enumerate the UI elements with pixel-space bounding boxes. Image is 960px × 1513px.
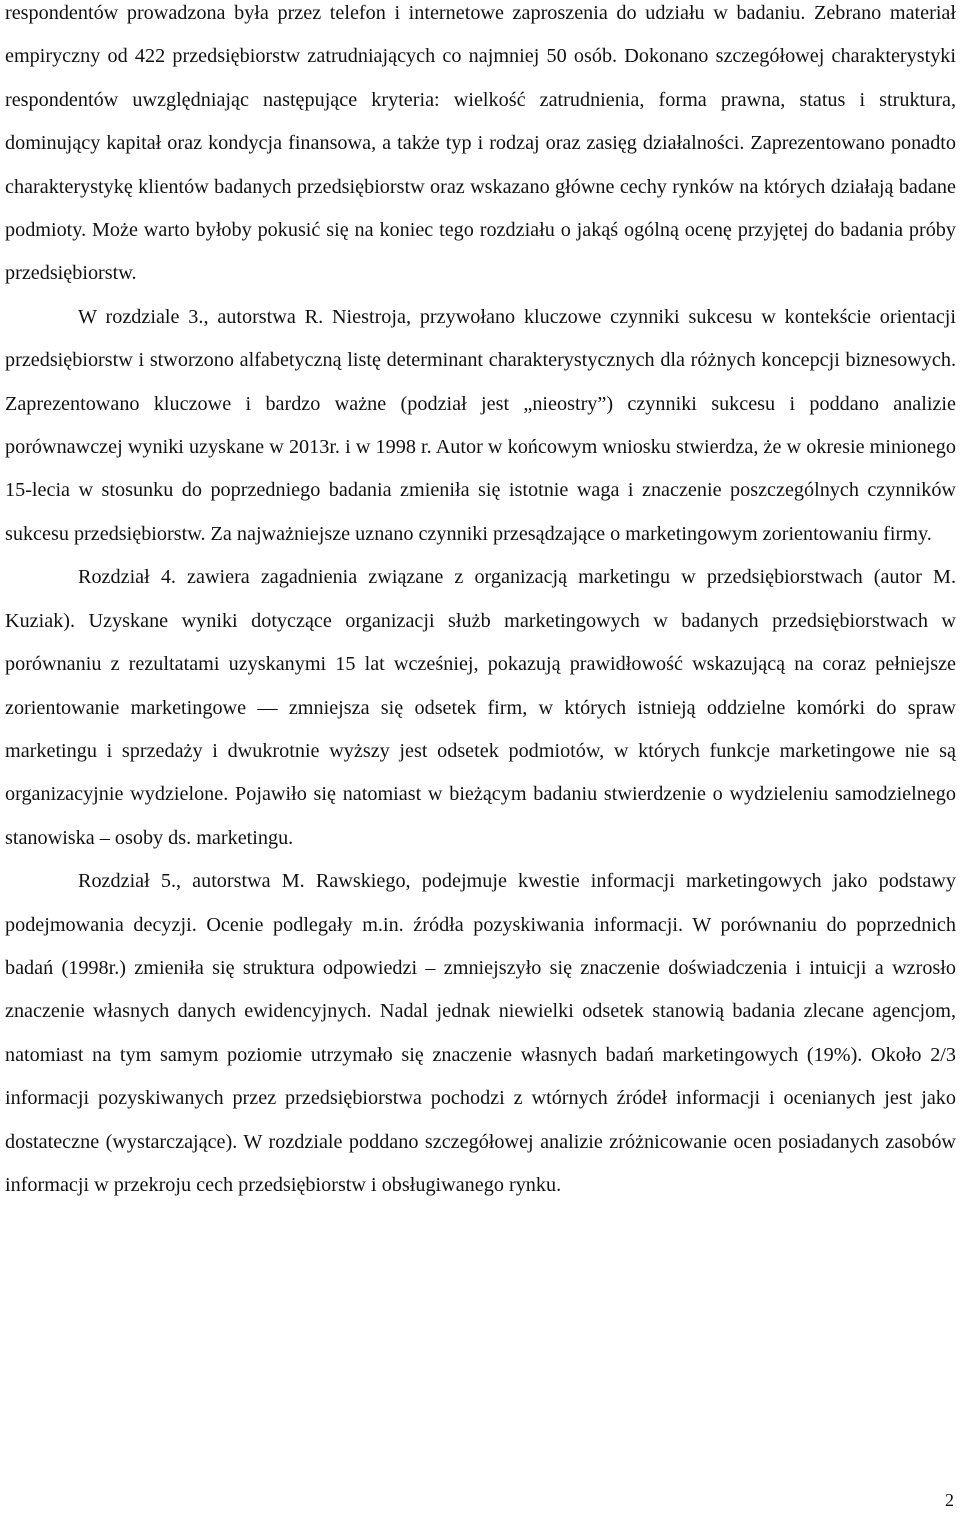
body-text	[5, 0, 956, 1207]
paragraph-chapter-5: Rozdział 5., autorstwa M. Rawskiego, podejmuje kwestie informacji marketingowych jako podstawy podejmowania decyzji. Ocenie podlegały m.in. źródła pozyskiwania informacji. W porównaniu do poprzednich badań (1998r.) zmieniła się struktura odpowiedzi – zmniejszyło się znaczenie doświadczenia i intuicji a wzrosło znaczenie własnych danych ewidencyjnych. Nadal jednak niewielki odsetek stanowią badania zlecane agencjom, natomiast na tym samym poziomie utrzymało się znaczenie własnych badań marketingowych (19%). Około 2/3 informacji pozyskiwanych przez przedsiębiorstwa pochodzi z wtórnych źródeł informacji i ocenianych jest jako dostateczne (wystarczające). W rozdziale poddano szczegółowej analizie zróżnicowanie ocen posiadanych zasobów informacji w przekroju cech przedsiębiorstw i obsługiwanego rynku.	[5, 870, 956, 1196]
paragraph-chapter-4: Rozdział 4. zawiera zagadnienia związane z organizacją marketingu w przedsiębiorstwach (autor M. Kuziak). Uzyskane wyniki dotyczące organizacji służb marketingowych w badanych przedsiębiorstwach w porównaniu z rezultatami uzyskanymi 15 lat wcześniej, pokazują prawidłowość wskazującą na coraz pełniejsze zorientowanie marketingowe — zmniejsza się odsetek firm, w których istnieją oddzielne komórki do spraw marketingu i sprzedaży i dwukrotnie wyższy jest odsetek podmiotów, w których funkcje marketingowe nie są organizacyjnie wydzielone. Pojawiło się natomiast w bieżącym badaniu stwierdzenie o wydzieleniu samodzielnego stanowiska – osoby ds. marketingu.	[5, 566, 956, 849]
page-number: 2	[945, 1490, 954, 1510]
paragraph-chapter-3: W rozdziale 3., autorstwa R. Niestroja, przywołano kluczowe czynniki sukcesu w kontekście orientacji przedsiębiorstw i stworzono alfabetyczną listę determinant charakterystycznych dla różnych koncepcji biznesowych. Zaprezentowano kluczowe i bardzo ważne (podział jest „nieostry”) czynniki sukcesu i poddano analizie porównawczej wyniki uzyskane w 2013r. i w 1998 r. Autor w końcowym wniosku stwierdza, że w okresie minionego 15-lecia w stosunku do poprzedniego badania zmieniła się istotnie waga i znaczenie poszczególnych czynników sukcesu przedsiębiorstw. Za najważniejsze uznano czynniki przesądzające o marketingowym zorientowaniu firmy.	[5, 305, 956, 545]
paragraph-respondents: respondentów prowadzona była przez telefon i internetowe zaproszenia do udziału w badaniu. Zebrano materiał empiryczny od 422 przedsiębiorstw zatrudniających co najmniej 50 osób. Dokonano szczegółowej charakterystyki respondentów uwzględniając następujące kryteria: wielkość zatrudnienia, forma prawna, status i struktura, dominujący kapitał oraz kondycja finansowa, a także typ i rodzaj oraz zasięg działalności. Zaprezentowano ponadto charakterystykę klientów badanych przedsiębiorstw oraz wskazano główne cechy rynków na których działają badane podmioty. Może warto byłoby pokusić się na koniec tego rozdziału o jakąś ogólną ocenę przyjętej do badania próby przedsiębiorstw.	[5, 2, 956, 285]
